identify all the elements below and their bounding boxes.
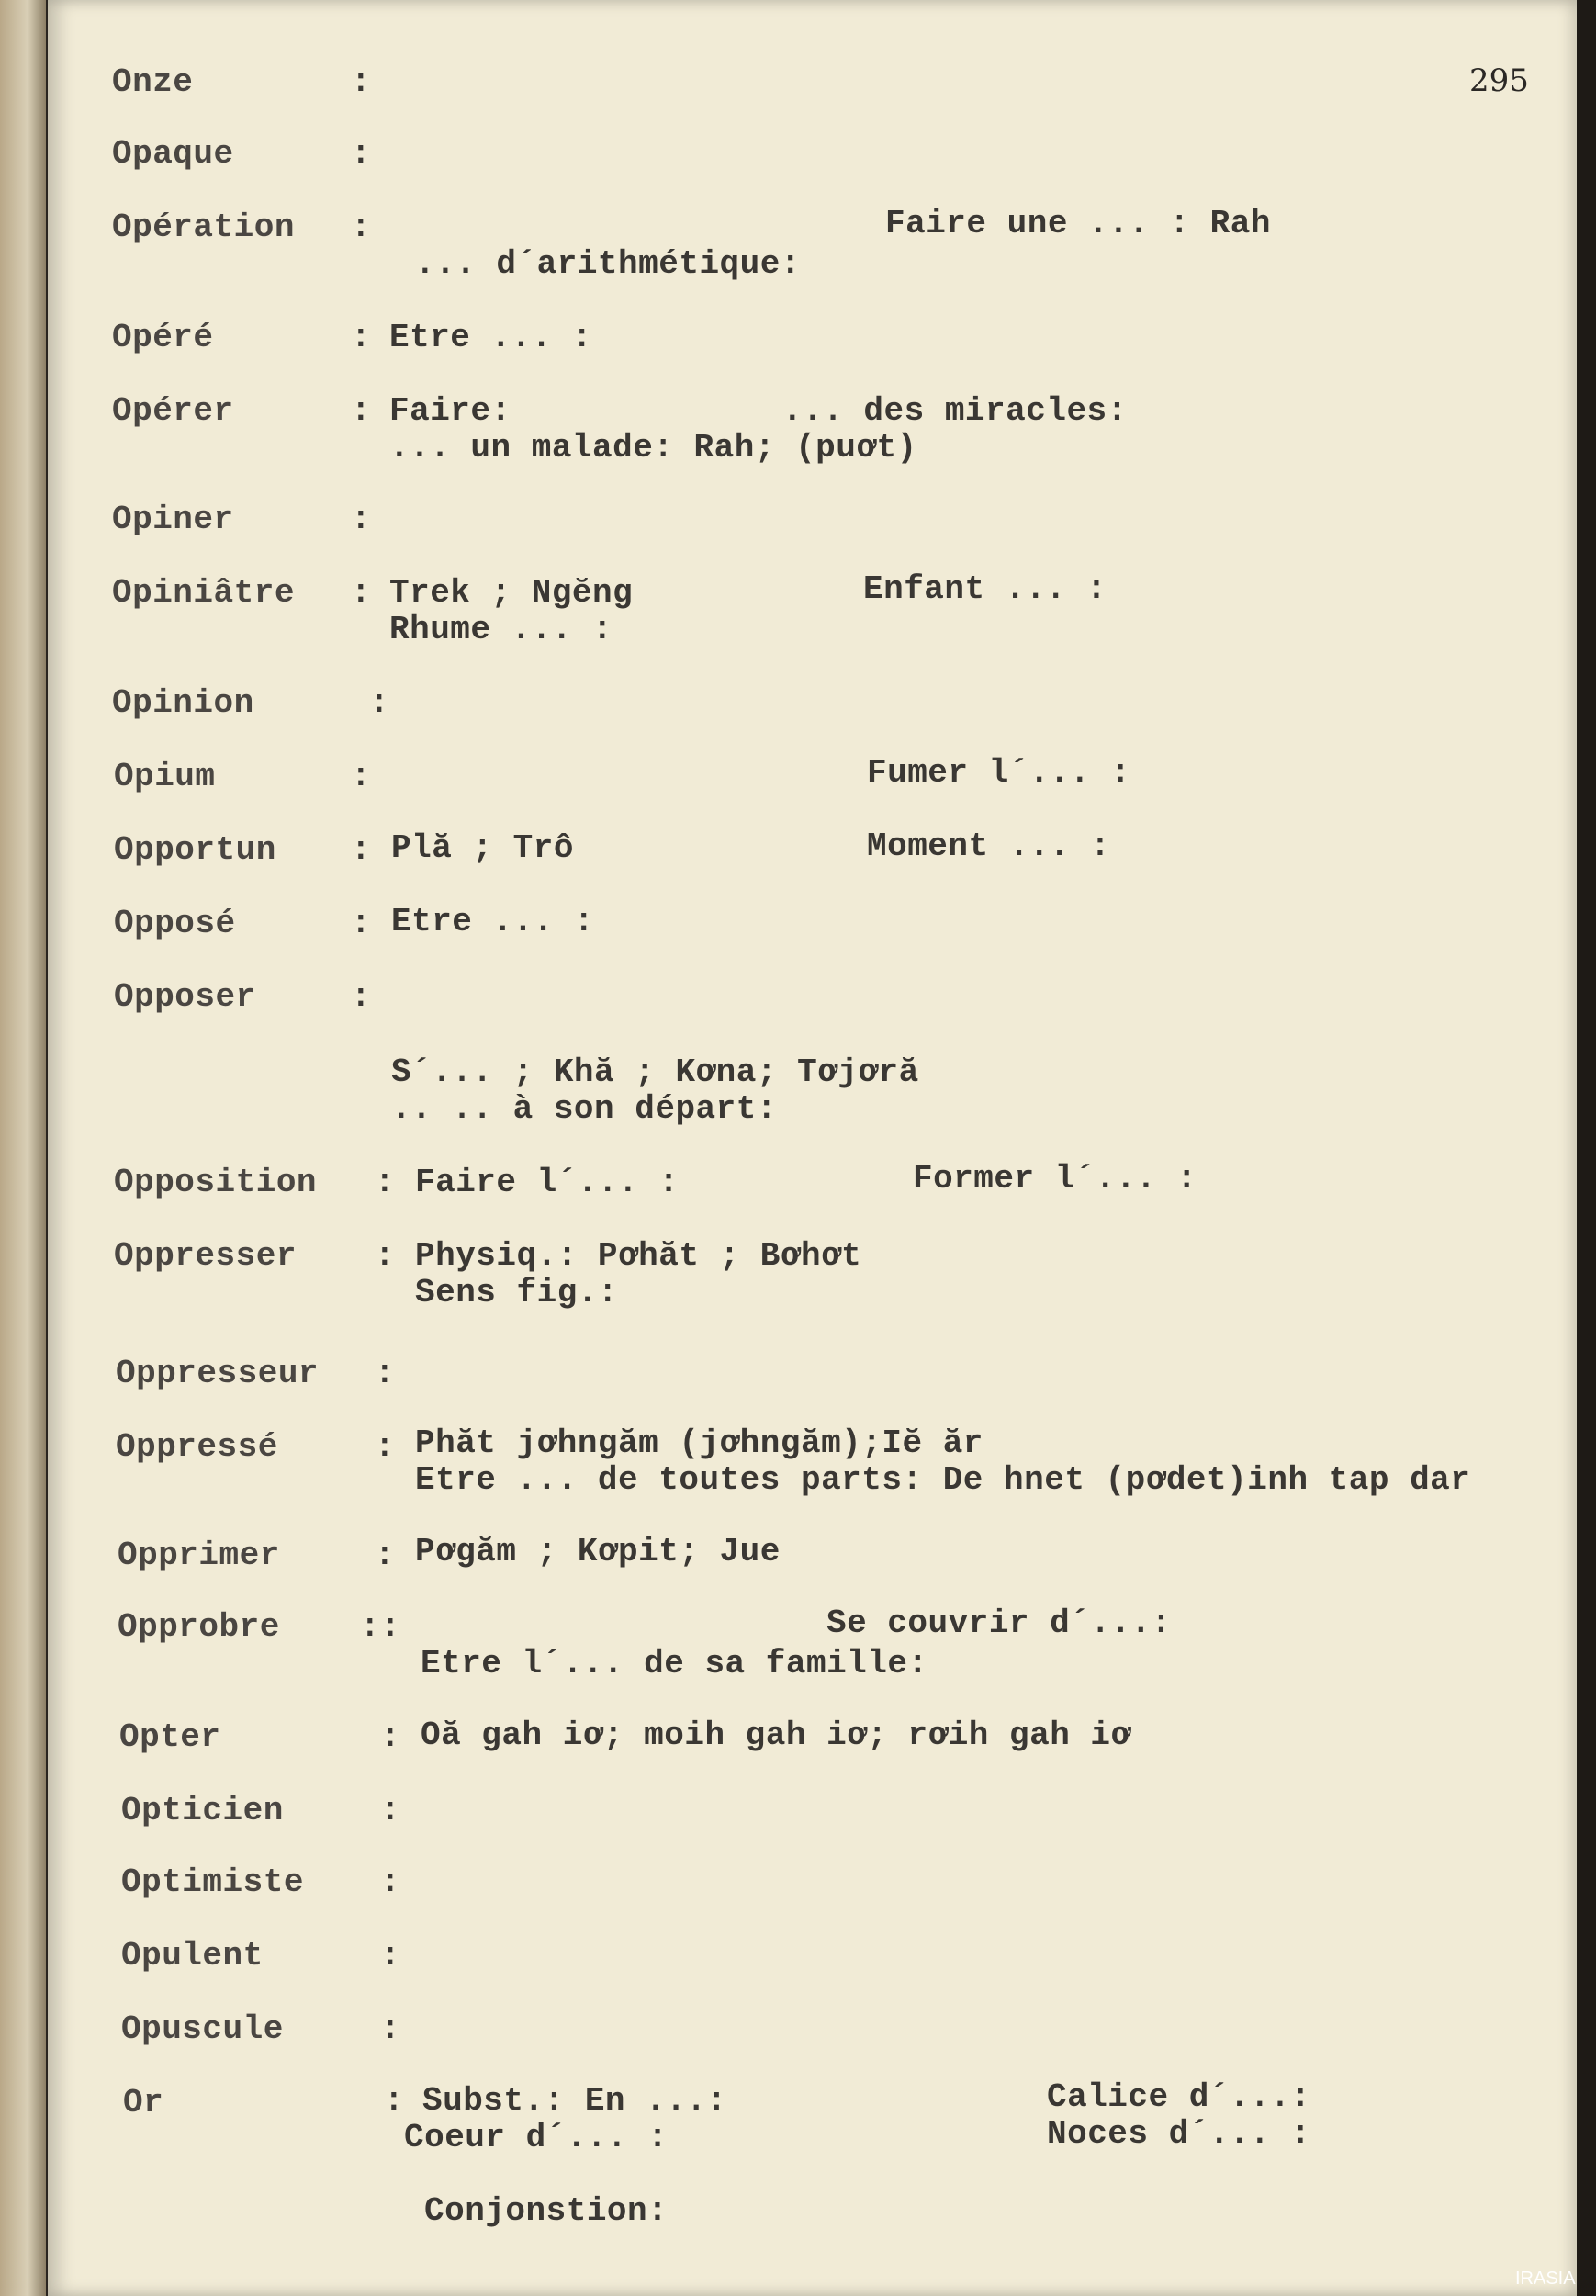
colon: : (375, 1237, 396, 1275)
headword: Opiniâtre (112, 574, 295, 612)
colon: : (351, 135, 372, 173)
headword: Optimiste (121, 1863, 304, 1901)
colon: : (351, 208, 372, 246)
colon: : (351, 905, 372, 942)
colon: : (380, 1792, 401, 1829)
colon: : (380, 1718, 401, 1756)
entry-line3: .. .. à son départ: (391, 1090, 777, 1128)
colon: : (351, 831, 372, 869)
headword: Opération (112, 208, 295, 246)
entry-right: Moment ... : (867, 827, 1111, 865)
dictionary-page (48, 0, 1577, 2296)
entry-right: Se couvrir d´...: (826, 1604, 1172, 1642)
entry-right: Enfant ... : (863, 570, 1107, 608)
entry-line2: S´... ; Khă ; Kơna; Tơjơră (391, 1053, 919, 1091)
page-number: 295 (1469, 62, 1529, 99)
headword: Opter (119, 1718, 221, 1756)
headword: Opaque (112, 135, 234, 173)
headword: Opéré (112, 319, 214, 356)
headword: Opulent (121, 1937, 264, 1975)
entry-line3: Conjonstion: (424, 2192, 669, 2230)
entry-text: Pơgăm ; Kơpit; Jue (415, 1533, 781, 1570)
headword: Opium (114, 758, 216, 795)
entry-line2: Coeur d´... : (404, 2119, 669, 2156)
colon: : (384, 2082, 405, 2120)
colon: : (351, 63, 372, 101)
colon: : (375, 1428, 396, 1466)
headword: Opportun (114, 831, 276, 869)
entry-line2: Sens fig.: (415, 1274, 619, 1311)
headword: Oppressé (116, 1428, 278, 1466)
entry-text: Faire l´... : (415, 1164, 680, 1201)
entry-line2: Rhume ... : (389, 611, 613, 648)
colon: : (351, 978, 372, 1016)
entry-text: Faire: (389, 392, 511, 430)
entry-right: Faire une ... : Rah (885, 205, 1271, 242)
colon: : (380, 1937, 401, 1975)
colon: : (351, 758, 372, 795)
entry-text: Physiq.: Pơhăt ; Bơhơt (415, 1237, 862, 1275)
headword: Opuscule (121, 2010, 284, 2048)
entry-right: Former l´... : (913, 1160, 1197, 1198)
left-book-edge (0, 0, 46, 2296)
colon: : (380, 2010, 401, 2048)
colon: : (351, 319, 372, 356)
headword: Or (123, 2084, 164, 2122)
entry-text: Phăt jơhngăm (jơhngăm);Iĕ ăr (415, 1424, 983, 1462)
colon: : (369, 684, 390, 722)
colon: : (375, 1164, 396, 1201)
colon: : (380, 1863, 401, 1901)
entry-text: Trek ; Ngĕng (389, 574, 634, 612)
colon: :: (360, 1608, 401, 1646)
entry-right2: Noces d´... : (1047, 2115, 1311, 2153)
entry-text: Plă ; Trô (391, 829, 574, 867)
watermark: IRASIA (1515, 2268, 1576, 2289)
entry-mid: ... des miracles: (782, 392, 1128, 430)
entry-line2: Etre l´... de sa famille: (421, 1645, 928, 1683)
entry-text: Etre ... : (391, 903, 595, 940)
right-scan-border (1577, 0, 1596, 2296)
headword: Oppresseur (116, 1355, 320, 1392)
headword: Opiner (112, 501, 234, 538)
entry-line2: ... d´arithmétique: (415, 245, 801, 283)
entry-line2: Etre ... de toutes parts: De hnet (pơdet)inh tap dar (415, 1461, 1471, 1499)
headword: Opposer (114, 978, 256, 1016)
headword: Opprobre (118, 1608, 280, 1646)
headword: Onze (112, 63, 194, 101)
headword: Opérer (112, 392, 234, 430)
headword: Oppositіon (114, 1164, 318, 1201)
colon: : (351, 501, 372, 538)
colon: : (375, 1355, 396, 1392)
headword: Opinion (112, 684, 254, 722)
headword: Opticien (121, 1792, 284, 1829)
colon: : (351, 392, 372, 430)
entry-right: Fumer l´... : (867, 754, 1131, 792)
entry-text: Oă gah iơ; moih gah iơ; rơih gah iơ (421, 1716, 1131, 1754)
headword: Oppresser (114, 1237, 297, 1275)
colon: : (351, 574, 372, 612)
headword: Opposé (114, 905, 236, 942)
entry-text: Etre ... : (389, 319, 593, 356)
entry-text: Subst.: En ...: (422, 2082, 727, 2120)
colon: : (375, 1536, 396, 1574)
entry-right: Calice d´...: (1047, 2078, 1311, 2116)
entry-line2: ... un malade: Rah; (puơt) (389, 429, 917, 467)
headword: Opprimer (118, 1536, 280, 1574)
